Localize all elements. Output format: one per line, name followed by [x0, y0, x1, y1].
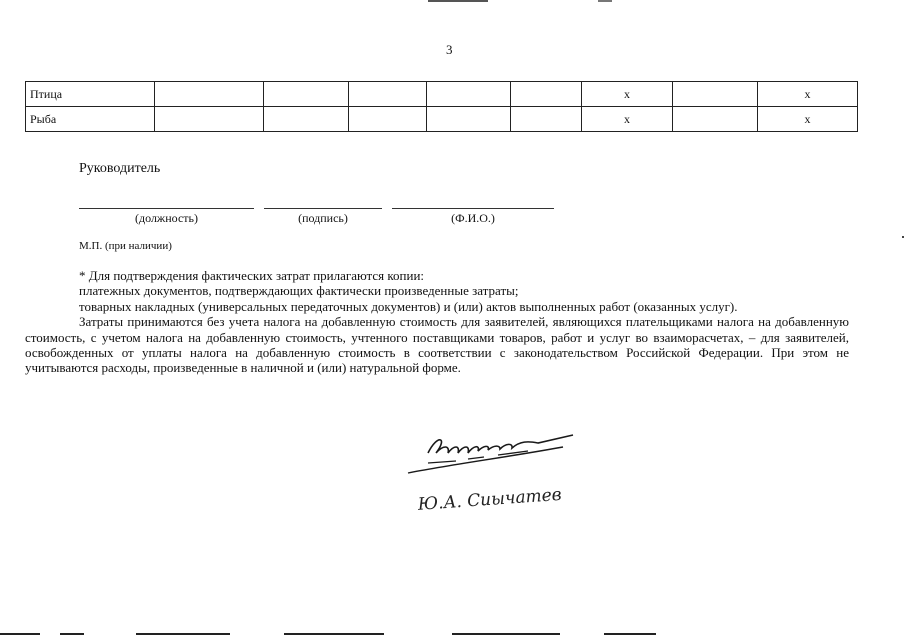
table-row: [26, 82, 858, 107]
table-row: [26, 107, 858, 132]
handwritten-name: Ю.А. Сиычатев: [417, 484, 563, 515]
table-cell: [511, 107, 582, 132]
table-cell: [349, 107, 427, 132]
table-cell: Рыба: [26, 107, 155, 132]
bottom-rule: [604, 633, 656, 635]
scan-artifact: [428, 0, 488, 2]
note-line: товарных накладных (универсальных передаточных документов) и (или) актов выполненных работ (оказанных услуг).: [79, 298, 738, 314]
table-cell: [427, 107, 511, 132]
bottom-rule: [136, 633, 230, 635]
table-cell: х: [582, 82, 673, 107]
table-cell: [427, 82, 511, 107]
scan-artifact: [902, 236, 904, 238]
position-line: [79, 208, 254, 209]
note-paragraph: [25, 314, 849, 376]
handwritten-signature: [388, 423, 588, 523]
bottom-rule: [60, 633, 84, 635]
table-cell: [264, 107, 349, 132]
name-caption: (Ф.И.О.): [451, 211, 495, 225]
table-cell: Птица: [26, 82, 155, 107]
table-cell: х: [582, 107, 673, 132]
note-line: платежных документов, подтверждающих фактически произведенные затраты;: [79, 283, 519, 299]
note-paragraph-text: Затраты принимаются без учета налога на добавленную стоимость для заявителей, являющихся плательщиками налога на добавленную стоимость, с учетом налога на добавленную стоимость, учтенного поставщиками товаров, работ и услуг во взаиморасчетах, – для заявителей, освобожденных от уплаты налога на добавленную стоимость в соответствии с законодательством Российской Федерации. При этом не учитываются расходы, произведенные в наличной и (или) натуральной форме.: [25, 314, 849, 376]
signature-line: [264, 208, 382, 209]
table-cell: [155, 82, 264, 107]
scan-artifact: [598, 0, 612, 2]
table-cell: [349, 82, 427, 107]
bottom-rule: [452, 633, 560, 635]
data-table: [25, 81, 858, 132]
table-cell: х: [758, 107, 858, 132]
name-line: [392, 208, 554, 209]
signature-caption: (подпись): [298, 211, 348, 225]
position-caption: (должность): [135, 211, 198, 225]
notes-section: [25, 268, 849, 376]
table-cell: [155, 107, 264, 132]
note-line: * Для подтверждения фактических затрат прилагаются копии:: [79, 268, 425, 283]
page-number: 3: [446, 42, 453, 57]
table-cell: [673, 82, 758, 107]
bottom-rule: [284, 633, 384, 635]
stamp-note: М.П. (при наличии): [79, 240, 172, 252]
bottom-rule: [0, 633, 40, 635]
head-title: Руководитель: [79, 161, 161, 176]
table-cell: [511, 82, 582, 107]
table-cell: [264, 82, 349, 107]
table-cell: х: [758, 82, 858, 107]
table-cell: [673, 107, 758, 132]
